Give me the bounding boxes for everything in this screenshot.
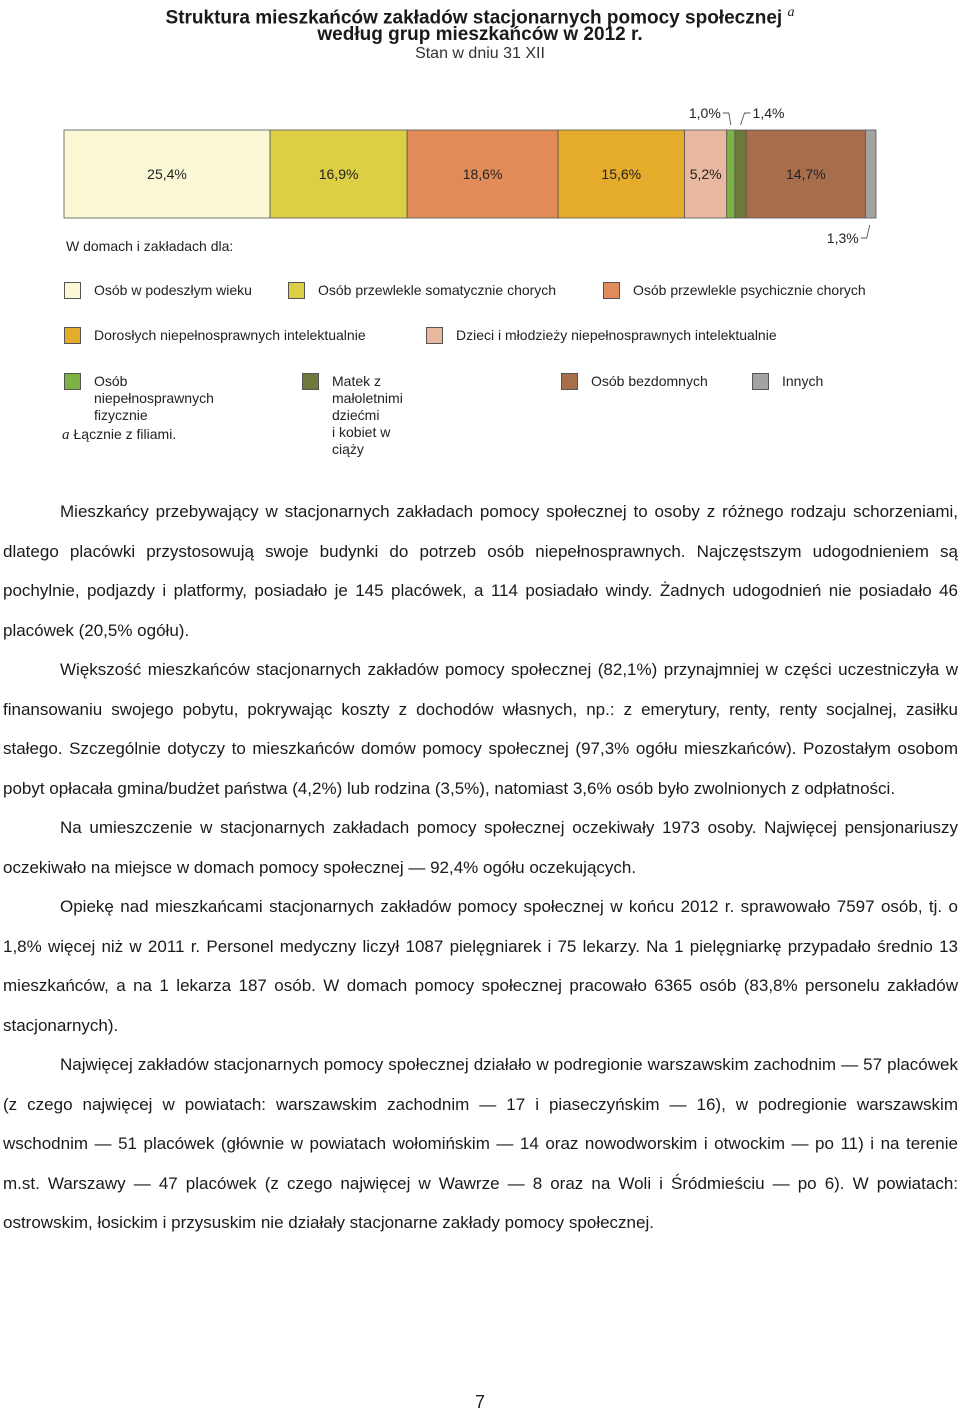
paragraph: Większość mieszkańców stacjonarnych zakładów pomocy społecznej (82,1%) przynajmniej w części uczestniczyła w finansowaniu swojego pobytu, pokrywając koszty z dochodów własnych, np.: z emerytury, renty, renty socjalnej, zasiłku stałego. Szczególnie dotyczy to mieszkańców domów pomocy społecznej (97,3% ogółu mieszkańców). Pozostałym osobom pobyt opłacała gmina/budżet państwa (4,2%) lub rodzina (3,5%), natomiast 3,6% osób było zwolnionych z odpłatności. — [3, 660, 958, 798]
paragraph: Na umieszczenie w stacjonarnych zakładach pomocy społecznej oczekiwały 1973 osoby. Najwięcej pensjonariuszy oczekiwało na miejsce w domach pomocy społecznej — 92,4% ogółu oczekujących. — [3, 818, 958, 877]
legend-label-adults-intellectual: Dorosłych niepełnosprawnych intelektualnie — [94, 327, 366, 343]
legend-label-mothers — [332, 373, 403, 458]
legend-label-physically-disabled-line2: fizycznie — [94, 407, 148, 423]
leader-line — [741, 113, 751, 125]
legend-label-somatic: Osób przewlekle somatycznie chorych — [318, 282, 557, 298]
leader-line — [861, 225, 870, 238]
legend-label-mothers-line1: Matek z małoletnimi dziećmi — [332, 373, 403, 423]
legend-label-mothers-line2: i kobiet w ciąży — [332, 424, 391, 457]
footnote-text: Łącznie z filiami. — [73, 426, 177, 442]
chart-footnote — [62, 426, 176, 444]
legend-swatch-somatic — [288, 282, 305, 299]
page-number: 7 — [474, 1392, 485, 1412]
bar-value-label: 5,2% — [689, 166, 722, 182]
bar-value-label: 1,4% — [752, 105, 785, 121]
legend-swatch-physically-disabled — [64, 373, 81, 390]
bar-value-label: 14,7% — [785, 166, 826, 182]
bar-value-label: 15,6% — [601, 166, 642, 182]
bar-value-label: 25,4% — [147, 166, 187, 182]
legend-swatch-mothers — [302, 373, 319, 390]
legend-swatch-children-intellectual — [426, 327, 443, 344]
title-footnote-marker: a — [787, 5, 795, 20]
bar-value-label: 18,6% — [462, 166, 503, 182]
legend-swatch-homeless — [561, 373, 578, 390]
legend-label-homeless: Osób bezdomnych — [591, 373, 708, 389]
legend-label-psychiatric: Osób przewlekle psychicznie chorych — [633, 282, 866, 298]
paragraph: Mieszkańcy przebywający w stacjonarnych zakładach pomocy społecznej to osoby z różnego rodzaju schorzeniami, dlatego placówki przystosowują swoje budynki do potrzeb osób niepełnosprawnych. Najczęstszym udogodnieniem są pochylnie, podjazdy i platformy, posiadało je 145 placówek, a 114 posiadało windy. Żadnych udogodnień nie posiadało 46 placówek (20,5% ogółu). — [3, 502, 958, 640]
bar-value-label: 16,9% — [318, 166, 359, 182]
paragraph: Najwięcej zakładów stacjonarnych pomocy społecznej działało w podregionie warszawskim zachodnim — 57 placówek (z czego najwięcej w powiatach: warszawskim zachodnim — 17 i piaseczyńskim — 16), w podregionie warszawskim wschodnim — 51 placówek (głównie w powiatach wołomińskim — 14 oraz nowodworskim i otwockim — po 11) i na terenie m.st. Warszawy — 47 placówek (z czego najwięcej w Wawrze — 8 oraz na Woli i Śródmieściu — po 6). W powiatach: ostrowskim, łosickim i przysuskim nie działały stacjonarne zakłady pomocy społecznej. — [3, 1055, 958, 1232]
footnote-marker: a — [62, 427, 70, 443]
title-line-2: według grup mieszkańców w 2012 r. — [317, 24, 643, 45]
legend-label-other: Innych — [782, 373, 824, 389]
stacked-bar-chart — [0, 95, 960, 255]
legend-swatch-other — [752, 373, 769, 390]
bar-segment — [727, 130, 735, 218]
leader-line — [723, 113, 731, 125]
legend-label-physically-disabled — [94, 373, 214, 424]
chart-subtitle: Stan w dniu 31 XII — [415, 45, 545, 62]
bar-segment — [865, 130, 876, 218]
legend-swatch-elderly — [64, 282, 81, 299]
bar-value-label: 1,3% — [826, 230, 859, 246]
legend-swatch-adults-intellectual — [64, 327, 81, 344]
title-line-1-text: Struktura mieszkańców zakładów stacjonarnych pomocy społecznej — [165, 7, 783, 29]
bar-segment — [735, 130, 746, 218]
legend-label-physically-disabled-line1: Osób niepełnosprawnych — [94, 373, 214, 406]
legend-label-children-intellectual: Dzieci i młodzieży niepełnosprawnych intelektualnie — [456, 327, 777, 343]
paragraph: Opiekę nad mieszkańcami stacjonarnych zakładów pomocy społecznej w końcu 2012 r. sprawowało 7597 osób, tj. o 1,8% więcej niż w 2011 r. Personel medyczny liczył 1087 pielęgniarek i 75 lekarzy. Na 1 pielęgniarkę przypadało średnio 13 mieszkańców, a na 1 lekarza 187 osób. W domach pomocy społecznej pracowało 6365 osób (83,8% personelu zakładów stacjonarnych). — [3, 897, 958, 1035]
legend-swatch-psychiatric — [603, 282, 620, 299]
bar-value-label: 1,0% — [688, 105, 721, 121]
legend-label-elderly: Osób w podeszłym wieku — [94, 282, 252, 298]
body-text — [3, 492, 958, 1243]
legend-heading: W domach i zakładach dla: — [66, 238, 234, 254]
